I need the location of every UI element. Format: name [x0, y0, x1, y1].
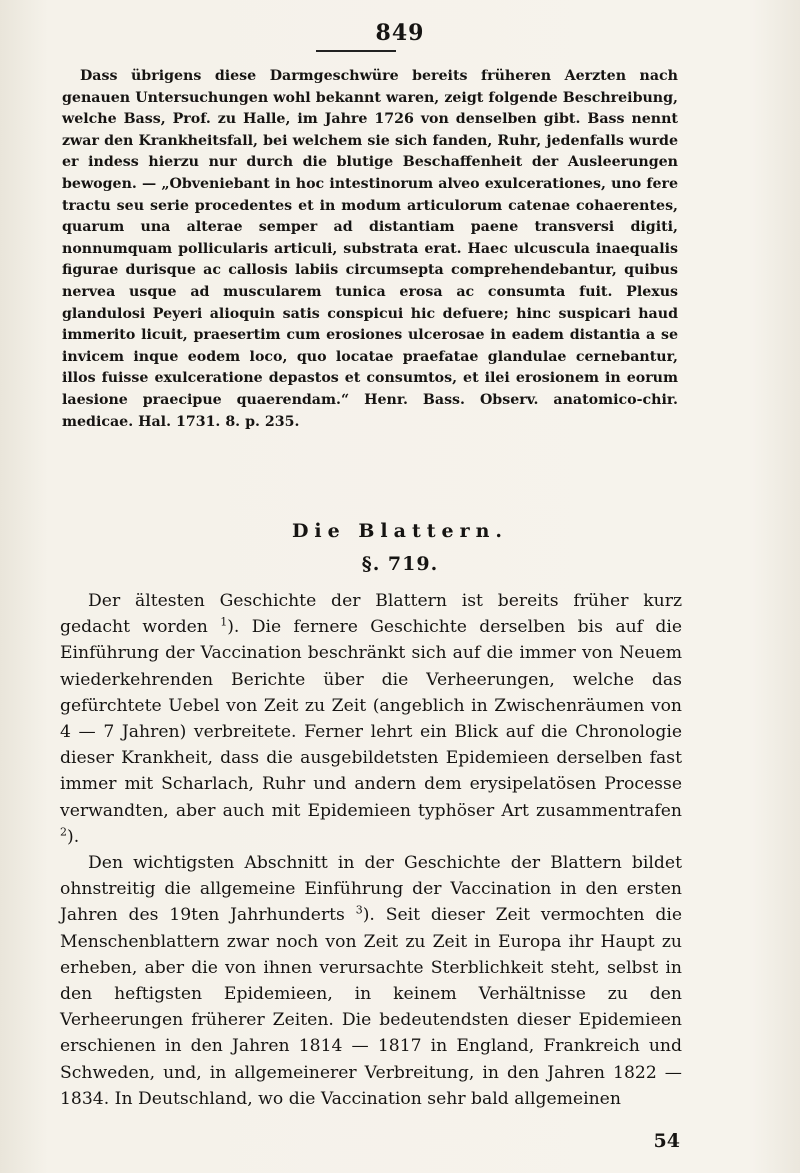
section-number: §. 719.: [361, 553, 439, 575]
footnote-ref: 3: [355, 903, 363, 917]
body-paragraph-1: [60, 588, 682, 850]
footnote-ref: 1: [220, 615, 228, 629]
header-rule: [316, 50, 396, 52]
body-text-segment: ). Seit dieser Zeit vermochten die Menschenblattern zwar noch von Zeit zu Zeit in Europa ihr Haupt zu erheben, aber die von ihnen verursachte Sterblichkeit steht, selbst in den heftigsten Epidemieen, in keinem Verhältnisse zu den Verheerungen früherer Zeiten. Die bedeutendsten dieser Epidemieen erschienen in den Jahren 1814 — 1817 in England, Frankreich und Schweden, und, in allgemeinerer Verbreitung, in den Jahren 1822 — 1834. In Deutschland, wo die Vaccination sehr bald allgemeinen: [60, 905, 682, 1109]
main-text: [60, 588, 682, 1112]
body-text-segment: ). Die fernere Geschichte derselben bis auf die Einführung der Vaccination beschränkt sich auf die immer von Neuem wiederkehrenden Berichte über die Verheerungen, welche das gefürchtete Uebel von Zeit zu Zeit (angeblich in Zwischenräumen von 4 — 7 Jahren) verbreitete. Ferner lehrt ein Blick auf die Chronologie dieser Krankheit, dass die ausgebildetsten Epidemieen derselben fast immer mit Scharlach, Ruhr und andern dem erysipelatösen Processe verwandten, aber auch mit Epidemieen typhöser Art zusammentrafen: [60, 617, 683, 821]
footnote-paragraph: Dass übrigens diese Darmgeschwüre bereits früheren Aerzten nach genauen Untersuchungen wohl bekannt waren, zeigt folgende Beschreibung, welche Bass, Prof. zu Halle, im Jahre 1726 von denselben gibt. Bass nennt zwar den Krankheitsfall, bei welchem sie sich fanden, Ruhr, jedenfalls wurde er indess hierzu nur durch die blutige Beschaffenheit der Ausleerungen bewogen. — „Obveniebant in hoc intestinorum alveo exulcerationes, uno fere tractu seu serie procedentes et in modum articulorum catenae cohaerentes, quarum una alterae semper ad distantiam paene transversi digiti, nonnumquam pollicularis articuli, substrata erat. Haec ulcuscula inaequalis figurae durisque ac callosis labiis circumsepta comprehendebantur, quibus nervea usque ad muscularem tunica erosa ac consumta fuit. Plexus glandulosi Peyeri alioquin satis conspicui hic defuere; hinc suspicari haud immerito licuit, praesertim cum erosiones ulcerosae in eadem distantia a se invicem inque eodem loco, quo locatae praefatae glandulae cernebantur, illos fuisse exulceratione depastos et consumtos, et ilei erosionem in eorum laesione praecipue quaerendam.“ Henr. Bass. Observ. anatomico-chir. medicae. Hal. 1731. 8. p. 235.: [62, 68, 678, 430]
page-number: 849: [375, 20, 425, 46]
body-text-segment: Der ältesten Geschichte der Blattern ist bereits früher kurz gedacht worden: [60, 591, 682, 638]
body-text-segment: Den wichtigsten Abschnitt in der Geschichte der Blattern bildet ohnstreitig die allgemeine Einführung der Vaccination in den ersten Jahren des 19ten Jahrhunderts: [60, 853, 682, 926]
footnote-block: [62, 66, 678, 433]
body-text-segment: ).: [67, 826, 80, 847]
body-paragraph-2: [60, 850, 682, 1112]
footnote-ref: 2: [60, 825, 67, 839]
chapter-heading: Die Blattern.: [291, 520, 509, 542]
signature-mark: 54: [653, 1130, 680, 1152]
